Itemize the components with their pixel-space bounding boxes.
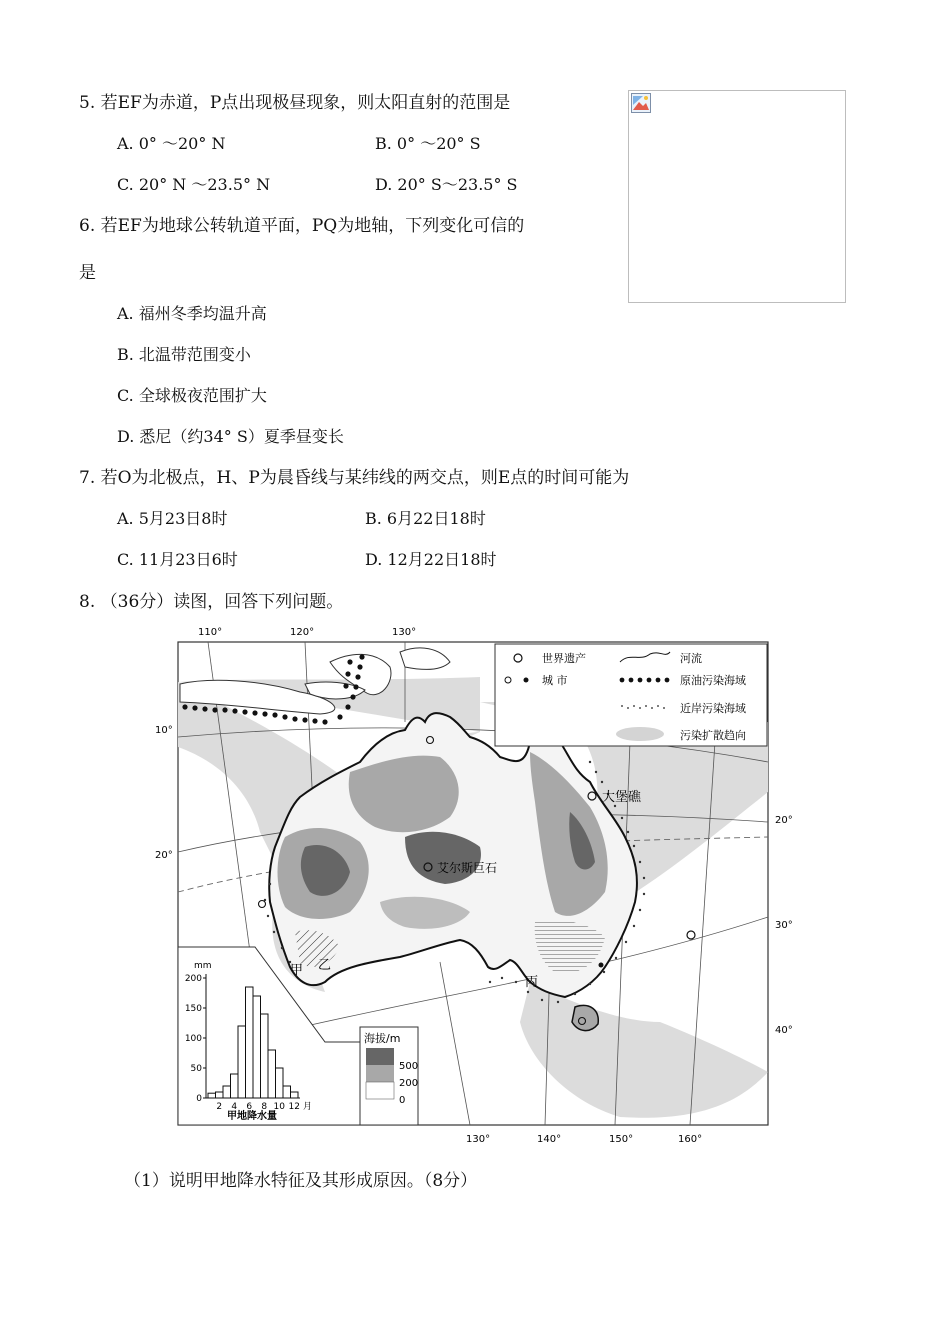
elev-level-0: 0: [399, 1095, 406, 1106]
q5-stem: 5. 若EF为赤道，P点出现极昼现象，则太阳直射的范围是: [79, 93, 511, 113]
elevation-title: 海拔/m: [364, 1032, 401, 1045]
rainfall-y-tick-label: 0: [196, 1094, 202, 1104]
rainfall-bar: [276, 1068, 284, 1098]
rainfall-x-tick-label: 4: [231, 1102, 238, 1112]
rainfall-month-unit: 月: [303, 1102, 313, 1112]
elev-swatch-0: [366, 1082, 394, 1099]
label-jia: 甲: [290, 963, 304, 978]
q6-stem-continued: 是: [79, 263, 96, 283]
q5-option-a: A. 0° ～20° N: [117, 134, 226, 153]
rainfall-x-tick-label: 2: [216, 1102, 223, 1112]
elev-swatch-500: [366, 1048, 394, 1065]
capital-icon: [524, 678, 529, 683]
q7-option-b: B. 6月22日18时: [365, 509, 486, 528]
q8-subquestion-1: （1）说明甲地降水特征及其形成原因。（8分）: [124, 1171, 478, 1191]
rainfall-unit: mm: [194, 961, 212, 971]
rainfall-y-tick-label: 200: [184, 974, 202, 984]
rainfall-title: 甲地降水量: [227, 1111, 277, 1122]
spread-legend-icon: [616, 727, 664, 741]
rainfall-bar: [261, 1014, 269, 1098]
q6-stem: 6. 若EF为地球公转轨道平面，PQ为地轴，下列变化可信的: [79, 216, 525, 236]
label-yi: 乙: [318, 958, 332, 973]
lon-label-140: 140°: [537, 1134, 562, 1145]
tasmania: [572, 1006, 598, 1031]
legend-river: 河流: [680, 652, 702, 665]
rainfall-bar: [223, 1086, 231, 1098]
rainfall-x-tick-label: 8: [261, 1102, 268, 1112]
rainfall-x-tick-label: 12: [288, 1102, 300, 1112]
q7-option-a: A. 5月23日8时: [117, 509, 228, 528]
sydney-city-icon: [599, 963, 604, 968]
rainfall-x-tick-label: 6: [246, 1102, 253, 1112]
rainfall-bar: [216, 1092, 224, 1098]
elev-level-200: 200: [399, 1078, 419, 1089]
legend-coastal: 近岸污染海域: [680, 702, 746, 715]
q6-option-d: D. 悉尼（约34° S）夏季昼变长: [117, 427, 344, 446]
q7-option-d: D. 12月22日18时: [365, 550, 497, 569]
lat-label-40-right: 40°: [775, 1025, 793, 1036]
rainfall-bar: [238, 1026, 246, 1098]
lon-label-150: 150°: [609, 1134, 634, 1145]
legend-spread: 污染扩散趋向: [680, 729, 746, 742]
q8-stem: 8. （36分）读图，回答下列问题。: [79, 592, 344, 612]
lon-label-160: 160°: [678, 1134, 703, 1145]
rainfall-bar: [246, 987, 254, 1098]
label-great-barrier-reef: 大堡礁: [602, 790, 642, 805]
lon-label-130: 130°: [392, 627, 417, 638]
rainfall-bar: [291, 1092, 299, 1098]
lat-label-20: 20°: [155, 850, 173, 861]
legend-city: 城 市: [542, 674, 568, 687]
broken-image-icon: [631, 93, 651, 113]
rainfall-bar: [253, 996, 261, 1098]
lon-label-130-bottom: 130°: [466, 1134, 491, 1145]
label-bing: 丙: [525, 975, 539, 990]
q5-option-b: B. 0° ～20° S: [375, 134, 481, 153]
label-uluru: 艾尔斯巨石: [437, 861, 498, 875]
q6-option-b: B. 北温带范围变小: [117, 345, 251, 364]
q5-option-c: C. 20° N ～23.5° N: [117, 175, 271, 194]
rainfall-bar: [208, 1093, 216, 1098]
q5-option-d: D. 20° S～23.5° S: [375, 175, 518, 194]
elev-level-500: 500: [399, 1061, 419, 1072]
lon-label-120: 120°: [290, 627, 315, 638]
q7-option-c: C. 11月23日6时: [117, 550, 238, 569]
australia-map: [150, 622, 793, 1145]
rainfall-y-tick-label: 100: [184, 1034, 202, 1044]
legend-heritage: 世界遗产: [542, 652, 586, 665]
missing-figure: [628, 90, 846, 303]
lat-label-10: 10°: [155, 725, 173, 736]
rainfall-y-tick-label: 50: [190, 1064, 202, 1074]
lat-label-30-right: 30°: [775, 920, 793, 931]
lon-label-110: 110°: [198, 627, 223, 638]
rainfall-y-tick-label: 150: [184, 1004, 202, 1014]
q6-option-c: C. 全球极夜范围扩大: [117, 386, 267, 405]
rainfall-bar: [283, 1086, 291, 1098]
lat-label-20-right: 20°: [775, 815, 793, 826]
legend-oil: 原油污染海域: [680, 674, 746, 687]
q6-option-a: A. 福州冬季均温升高: [117, 304, 267, 323]
rainfall-bar: [231, 1074, 239, 1098]
q7-stem: 7. 若O为北极点，H、P为晨昏线与某纬线的两交点，则E点的时间可能为: [79, 468, 630, 488]
rainfall-bar: [268, 1050, 276, 1098]
rainfall-x-tick-label: 10: [273, 1102, 285, 1112]
elev-swatch-200: [366, 1065, 394, 1082]
